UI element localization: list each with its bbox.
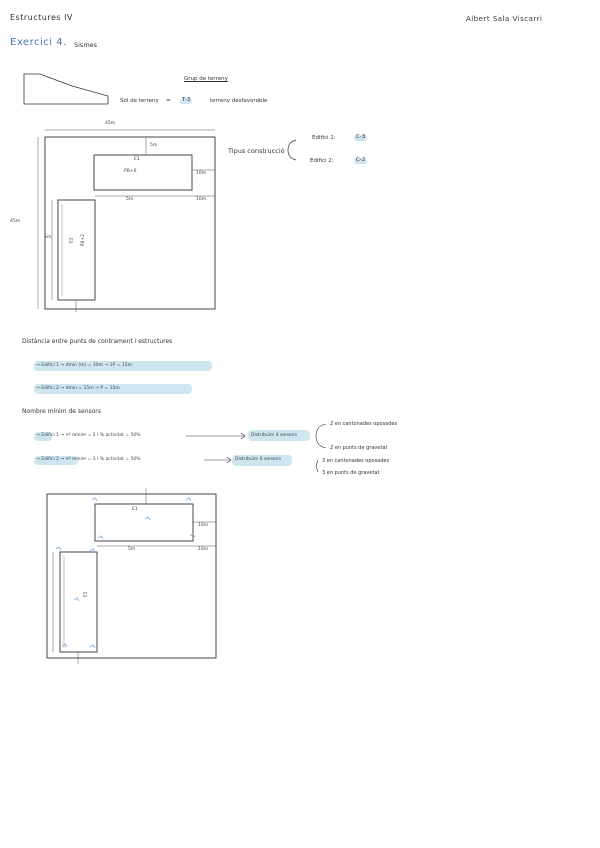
sensors-line-1-note-b: 2 en punts de gravetat: [330, 445, 388, 451]
sensor-marks: [56, 498, 195, 648]
plan-dim-small-right: 10m: [196, 171, 207, 176]
construction-building-2: Edifici 2:: [310, 158, 334, 164]
construction-building-1-value: C-3: [356, 134, 366, 140]
sensors-line-1: → Edifici 1 → nº mínim = 2 i % activitat = 50%: [36, 433, 141, 438]
bottom-dim-a: 5m: [128, 547, 136, 552]
sensors-heading: Nombre mínim de sensors: [22, 408, 101, 415]
ground-type-badge: T-3: [182, 97, 191, 103]
course-title: Estructures IV: [10, 13, 73, 22]
plan-dim-left: 45m: [10, 219, 21, 224]
plan-dim-small-bottom-a: 5m: [126, 197, 134, 202]
distance-heading: Distància entre punts de contrament i estructures: [22, 338, 173, 345]
sensors-line-1-note-a: 2 en cantonades oposades: [330, 421, 398, 427]
bottom-dim-right: 10m: [198, 523, 209, 528]
plan-dim-small-top: 5m: [150, 143, 158, 148]
bottom-building-2-label: E2: [83, 591, 89, 598]
distance-line-1: → Edifici 1 → dmin (m) = 30m → 1P = 15m: [36, 363, 132, 368]
building-2-floors: PB+2: [80, 234, 86, 247]
bottom-dim-b: 10m: [198, 547, 209, 552]
sensors-line-1-result: Distribuïm 4 sensors: [251, 433, 298, 438]
building-1-floors: PB+6: [124, 169, 137, 174]
distance-line-2: → Edifici 2 → dmin = 15m → P = 15m: [36, 386, 120, 391]
plan-dim-top: 45m: [105, 121, 116, 126]
bottom-building-1-label: E1: [132, 507, 138, 512]
exercise-title: Sismes: [74, 41, 98, 49]
author-name: Albert Sala Viscarri: [466, 15, 543, 23]
exercise-number: Exercici 4.: [10, 37, 67, 48]
ground-prefix: Sòl de terreny: [120, 98, 159, 104]
plan-dim-small-left: 5m: [44, 235, 52, 240]
construction-building-2-value: C-2: [356, 157, 366, 163]
ground-suffix: terreny desfavorable: [210, 98, 268, 104]
construction-building-1: Edifici 1:: [312, 135, 336, 141]
plan-dim-small-bottom-b: 10m: [196, 197, 207, 202]
sensors-line-2-note-a: 3 en cantonades oposades: [322, 458, 390, 464]
building-1-label: E1: [134, 157, 140, 162]
sensors-line-2-note-b: 3 en punts de gravetat: [322, 470, 380, 476]
ground-title: Grup de terreny: [184, 76, 228, 82]
construction-label: Tipus construcció: [228, 147, 285, 155]
building-2-label: E2: [69, 237, 75, 244]
sensors-line-2: → Edifici 2 → nº mínim = 3 i % activitat = 50%: [36, 457, 141, 462]
sensors-line-2-result: Distribuïm 6 sensors: [235, 457, 282, 462]
